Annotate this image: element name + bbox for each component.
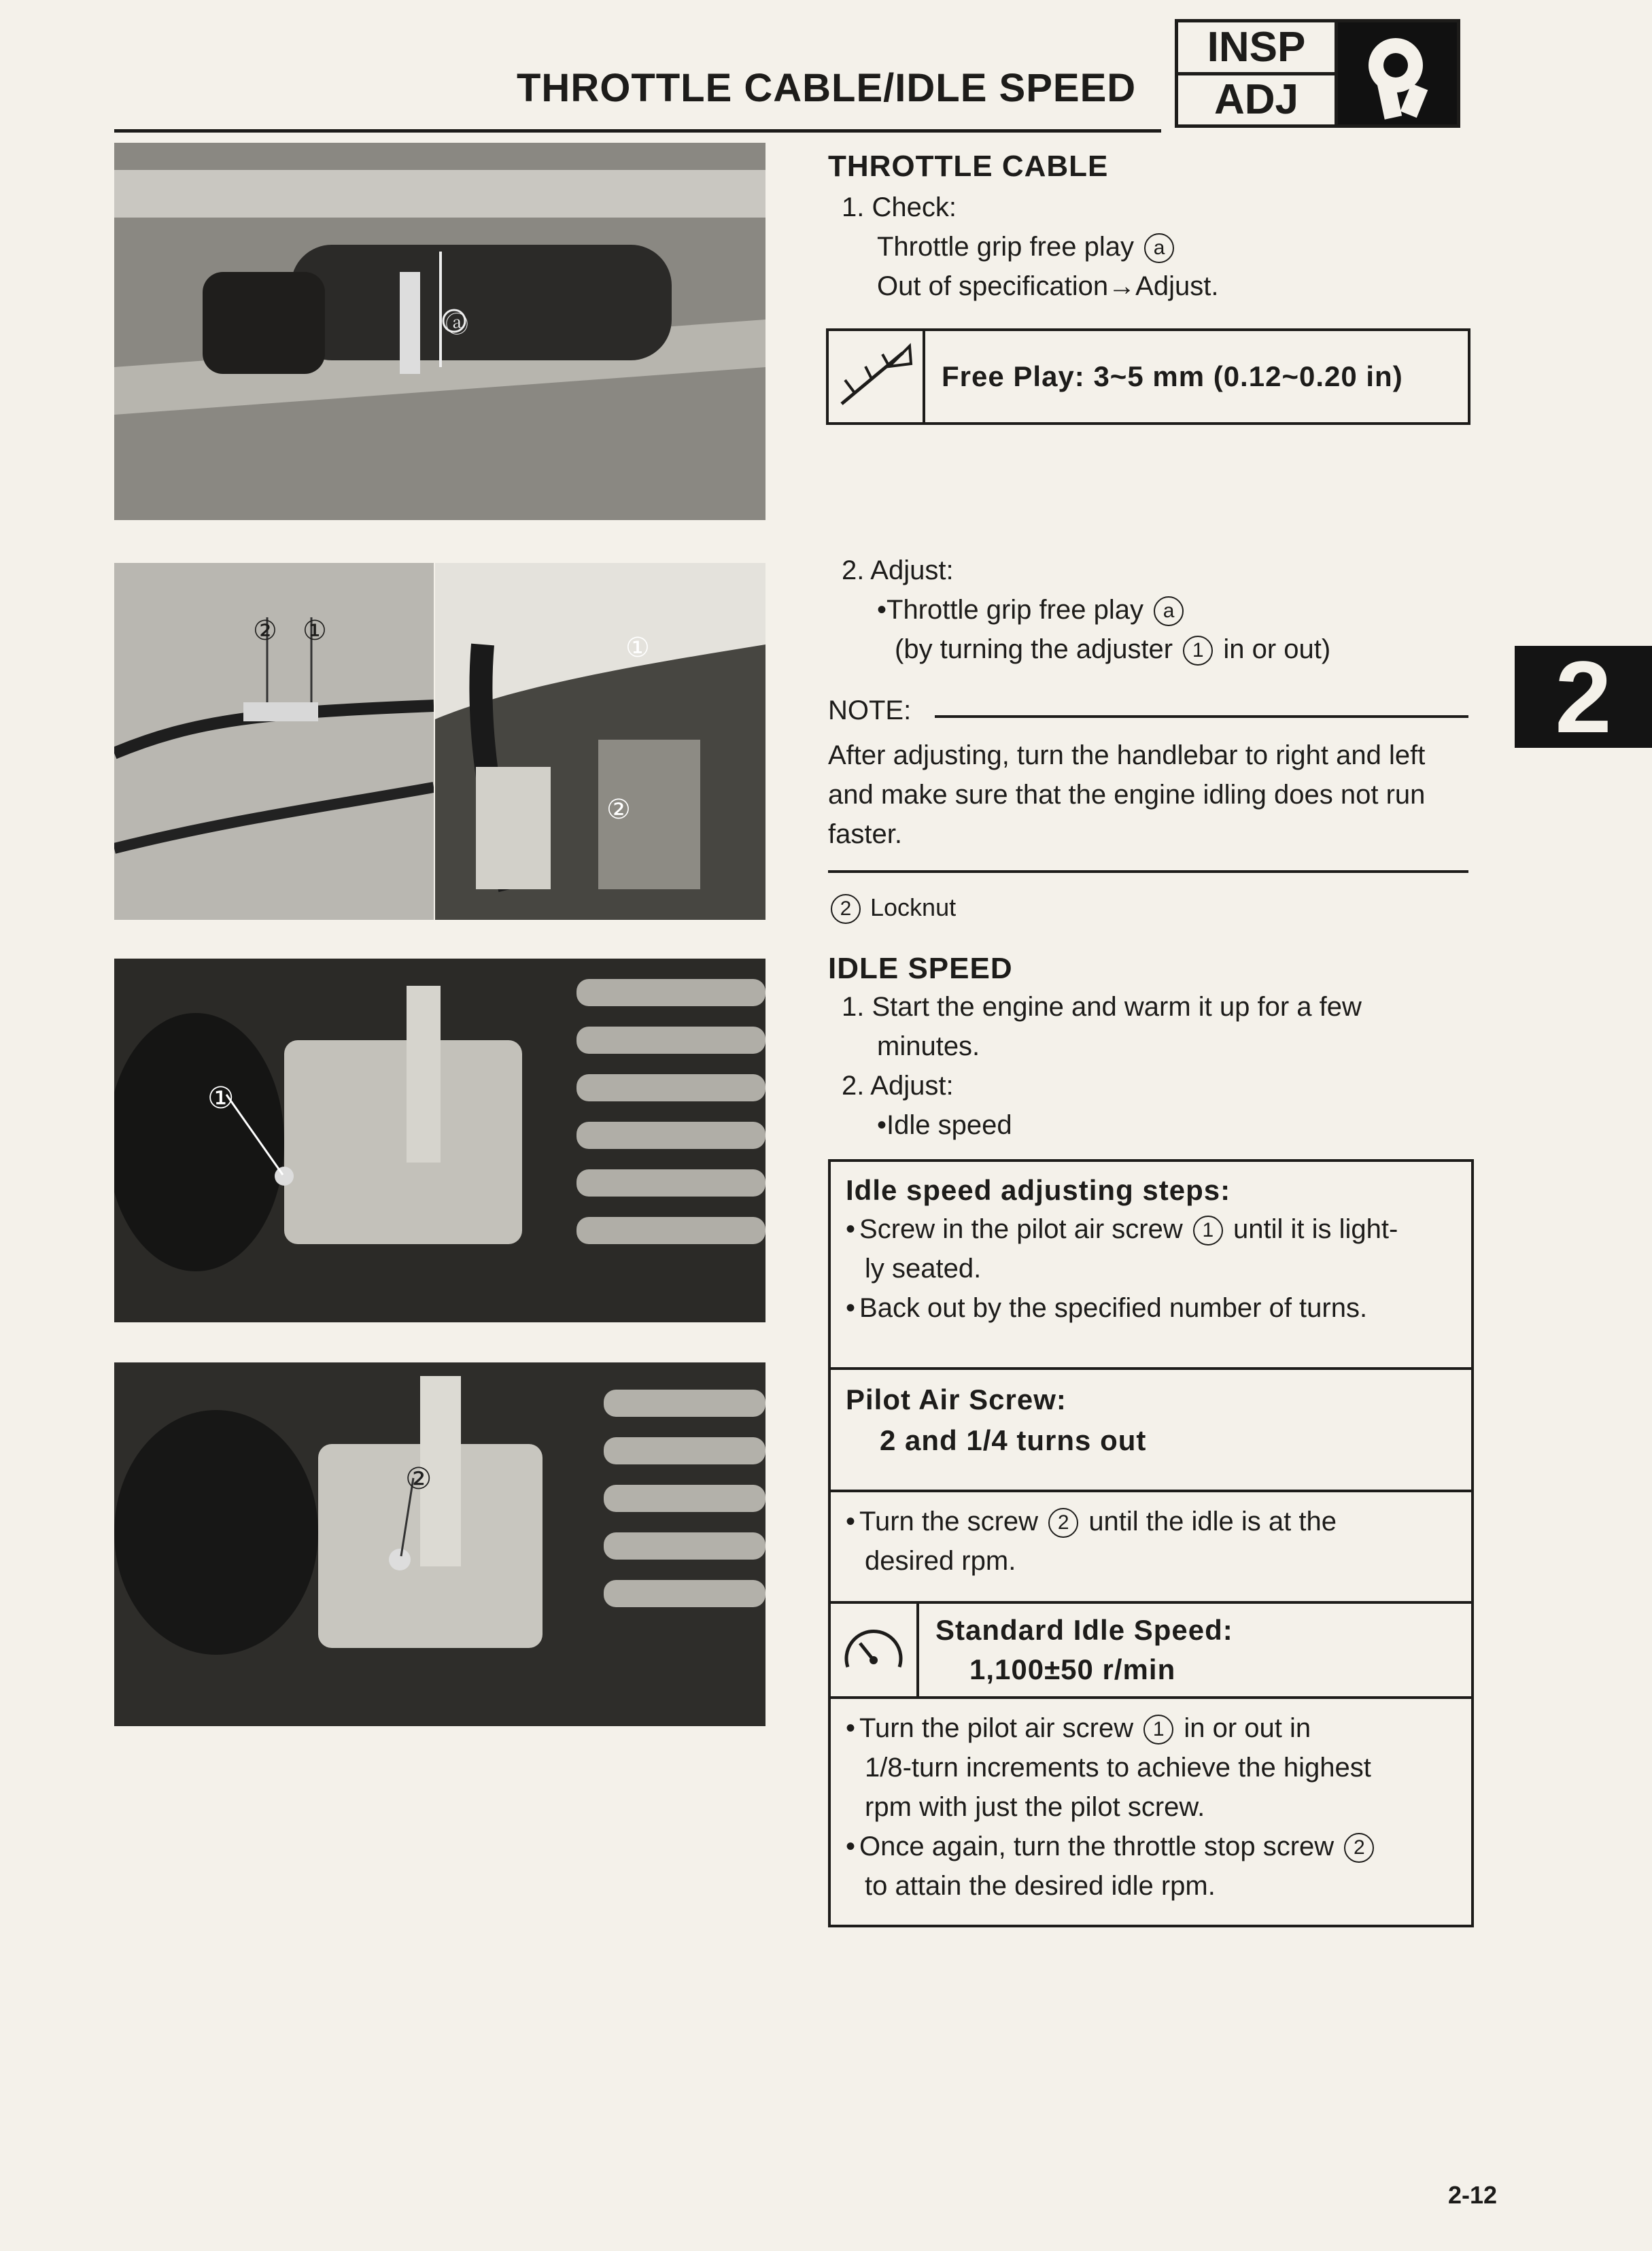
page-number: 2-12 (1448, 2181, 1498, 2209)
section-badge (1175, 19, 1460, 128)
check-item-2: Out of specification→Adjust. (877, 271, 1219, 301)
pilot-value: 2 and 1/4 turns out (880, 1424, 1147, 1456)
check-step: 1. Check: (842, 192, 957, 222)
turn-screw-cont: desired rpm. (865, 1546, 1016, 1576)
callout-a: ⓐ (445, 312, 468, 338)
std-idle-label: Standard Idle Speed: (935, 1614, 1233, 1646)
callout-2c: ② (405, 1462, 432, 1496)
note-rule-top (935, 715, 1468, 718)
free-play-spec-box (826, 328, 1470, 425)
carburetor-photo-1 (114, 959, 765, 1322)
turn-screw-section (831, 1490, 1471, 1601)
std-idle-speed-spec (831, 1601, 1471, 1696)
final-bullet-1-cont2: rpm with just the pilot screw. (865, 1792, 1205, 1822)
wrench-icon (1338, 22, 1457, 124)
locknut-photo (435, 563, 765, 920)
callout-2: ② (253, 616, 277, 646)
check-item-1: Throttle grip free play a (877, 227, 1523, 267)
legend-locknut: 2 Locknut (828, 888, 1474, 927)
adjust-item-1: •Throttle grip free play a (877, 590, 1523, 630)
callout-2b: ② (606, 795, 631, 825)
final-bullet-1-cont1: 1/8-turn increments to achieve the highest (865, 1753, 1371, 1783)
callout-1: ① (303, 616, 327, 646)
steps-section (831, 1162, 1471, 1367)
tachometer-icon (831, 1604, 919, 1696)
carburetor-photo-2 (114, 1362, 765, 1726)
final-bullet-2-cont: to attain the desired idle rpm. (865, 1871, 1216, 1901)
idle-adjust-box (828, 1159, 1474, 1927)
steps-bullet-2: • Back out by the specified number of turns. (846, 1288, 1456, 1328)
idle-step-2-item: •Idle speed (877, 1110, 1012, 1140)
idle-step-1: 1. Start the engine and warm it up for a few (842, 992, 1362, 1022)
steps-bullet-1-cont: ly seated. (865, 1254, 982, 1284)
idle-step-2: 2. Adjust: (842, 1071, 954, 1101)
badge-adj: ADJ (1178, 72, 1335, 125)
badge-insp: INSP (1207, 23, 1306, 71)
steps-bullet-1: • Screw in the pilot air screw 1 until it is light- (846, 1209, 1456, 1249)
section-tab: 2 (1515, 646, 1652, 748)
pilot-label: Pilot Air Screw: (846, 1384, 1067, 1415)
header-rule (114, 129, 1161, 133)
throttle-cable-heading: THROTTLE CABLE (828, 150, 1109, 183)
final-bullet-2: • Once again, turn the throttle stop screw 2 (846, 1827, 1456, 1866)
note-label: NOTE: (828, 695, 912, 725)
note-rule-bottom (828, 870, 1468, 873)
idle-step-1-cont: minutes. (877, 1031, 980, 1061)
callout-1c: ① (207, 1082, 235, 1115)
page-title: THROTTLE CABLE/IDLE SPEED (517, 66, 1137, 110)
callout-1b: ① (625, 633, 650, 663)
final-steps-section (831, 1696, 1471, 1925)
throttle-grip-photo (114, 143, 765, 520)
final-bullet-1: • Turn the pilot air screw 1 in or out in (846, 1708, 1456, 1748)
idle-speed-heading: IDLE SPEED (828, 952, 1013, 985)
note-text: After adjusting, turn the handlebar to right and left and make sure that the engine idling does not run faster. (828, 740, 1426, 849)
turn-screw-line: • Turn the screw 2 until the idle is at the (846, 1502, 1456, 1541)
std-idle-value: 1,100±50 r/min (969, 1653, 1176, 1685)
adjust-item-2: (by turning the adjuster 1 in or out) (895, 630, 1541, 669)
free-play-spec: Free Play: 3~5 mm (0.12~0.20 in) (942, 360, 1403, 392)
adjust-step: 2. Adjust: (842, 555, 954, 585)
steps-title: Idle speed adjusting steps: (846, 1174, 1231, 1206)
pilot-air-screw-spec (831, 1367, 1471, 1490)
caliper-icon (829, 331, 925, 422)
